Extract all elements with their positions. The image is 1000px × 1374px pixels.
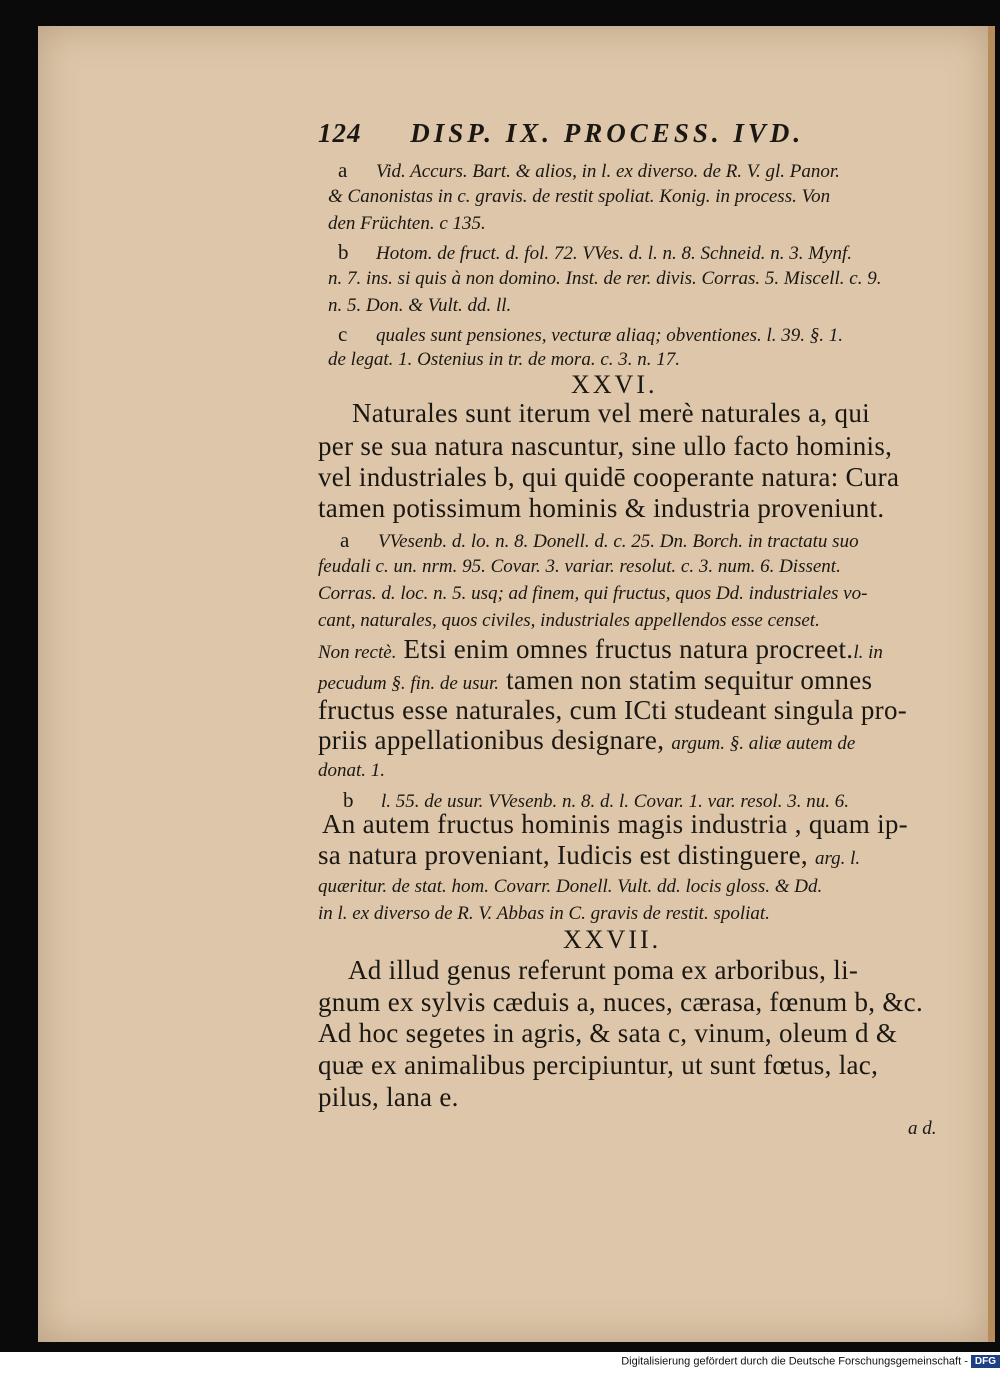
note-line: n. 5. Don. & Vult. dd. ll. xyxy=(328,295,512,316)
note-line: quæritur. de stat. hom. Covarr. Donell. Vult. dd. locis gloss. & Dd. xyxy=(318,876,823,897)
note-line: de legat. 1. Ostenius in tr. de mora. c. 3. n. 17. xyxy=(328,349,681,370)
note-line: a VVesenb. d. lo. n. 8. Donell. d. c. 25. Dn. Borch. in tractatu suo xyxy=(340,528,859,552)
mixed-line: pecudum §. fin. de usur. tamen non statim sequitur omnes xyxy=(318,665,873,695)
mixed-line: Non rectè. Etsi enim omnes fructus natura procreet.l. in xyxy=(318,634,883,664)
note-line: n. 7. ins. si quis à non domino. Inst. de rer. divis. Corras. 5. Miscell. c. 9. xyxy=(328,268,882,289)
mixed-line: priis appellationibus designare, argum. §. aliæ autem de xyxy=(318,725,856,755)
body-line: Ad illud genus referunt poma ex arboribus, li- xyxy=(348,955,859,985)
body-line: per se sua natura nascuntur, sine ullo facto hominis, xyxy=(318,431,893,461)
note-line: Corras. d. loc. n. 5. usq; ad finem, qui fructus, quos Dd. industriales vo- xyxy=(318,583,868,604)
note-line: a Vid. Accurs. Bart. & alios, in l. ex diverso. de R. V. gl. Panor. xyxy=(338,158,840,182)
digitization-credit xyxy=(580,1355,1000,1373)
mixed-line: donat. 1. xyxy=(318,760,386,781)
body-line: Naturales sunt iterum vel merè naturales a, qui xyxy=(352,398,870,428)
body-line: sa natura proveniant, Iudicis est distinguere, arg. l. xyxy=(318,840,861,870)
body-line: An autem fructus hominis magis industria , quam ip- xyxy=(322,809,908,839)
catchword: a d. xyxy=(908,1118,937,1139)
body-line: Ad hoc segetes in agris, & sata c, vinum, oleum d & xyxy=(318,1018,898,1048)
note-line: b l. 55. de usur. VVesenb. n. 8. d. l. Covar. 1. var. resol. 3. nu. 6. xyxy=(343,788,849,812)
note-line: in l. ex diverso de R. V. Abbas in C. gravis de restit. spoliat. xyxy=(318,903,770,924)
note-line: feudali c. un. nrm. 95. Covar. 3. variar. resolut. c. 3. num. 6. Dissent. xyxy=(318,556,841,577)
page-edge xyxy=(988,26,995,1342)
body-line: gnum ex sylvis cæduis a, nuces, cærasa, fœnum b, &c. xyxy=(318,987,923,1017)
running-title: DISP. IX. PROCESS. IVD. xyxy=(410,118,805,148)
body-line: quæ ex animalibus percipiuntur, ut sunt fœtus, lac, xyxy=(318,1050,879,1080)
mixed-line: fructus esse naturales, cum ICti studeant singula pro- xyxy=(318,695,908,725)
note-line: b Hotom. de fruct. d. fol. 72. VVes. d. l. n. 8. Schneid. n. 3. Mynf. xyxy=(338,240,852,264)
dfg-logo-icon: DFG xyxy=(971,1355,1000,1368)
note-line: c quales sunt pensiones, vecturæ aliaq; obventiones. l. 39. §. 1. xyxy=(338,322,844,346)
note-line: den Früchten. c 135. xyxy=(328,213,486,234)
running-header xyxy=(318,118,978,149)
note-line: & Canonistas in c. gravis. de restit spoliat. Konig. in process. Von xyxy=(328,186,831,207)
section-heading: XXVII. xyxy=(563,925,662,954)
note-line: cant, naturales, quos civiles, industriales appellendos esse censet. xyxy=(318,610,820,631)
page-number: 124 xyxy=(318,118,362,148)
section-heading: XXVI. xyxy=(571,370,658,399)
body-line: vel industriales b, qui quidē cooperante natura: Cura xyxy=(318,462,900,492)
body-line: tamen potissimum hominis & industria proveniunt. xyxy=(318,493,885,523)
body-line: pilus, lana e. xyxy=(318,1082,459,1112)
credit-text: Digitalisierung gefördert durch die Deutsche Forschungsgemeinschaft - xyxy=(621,1355,968,1368)
